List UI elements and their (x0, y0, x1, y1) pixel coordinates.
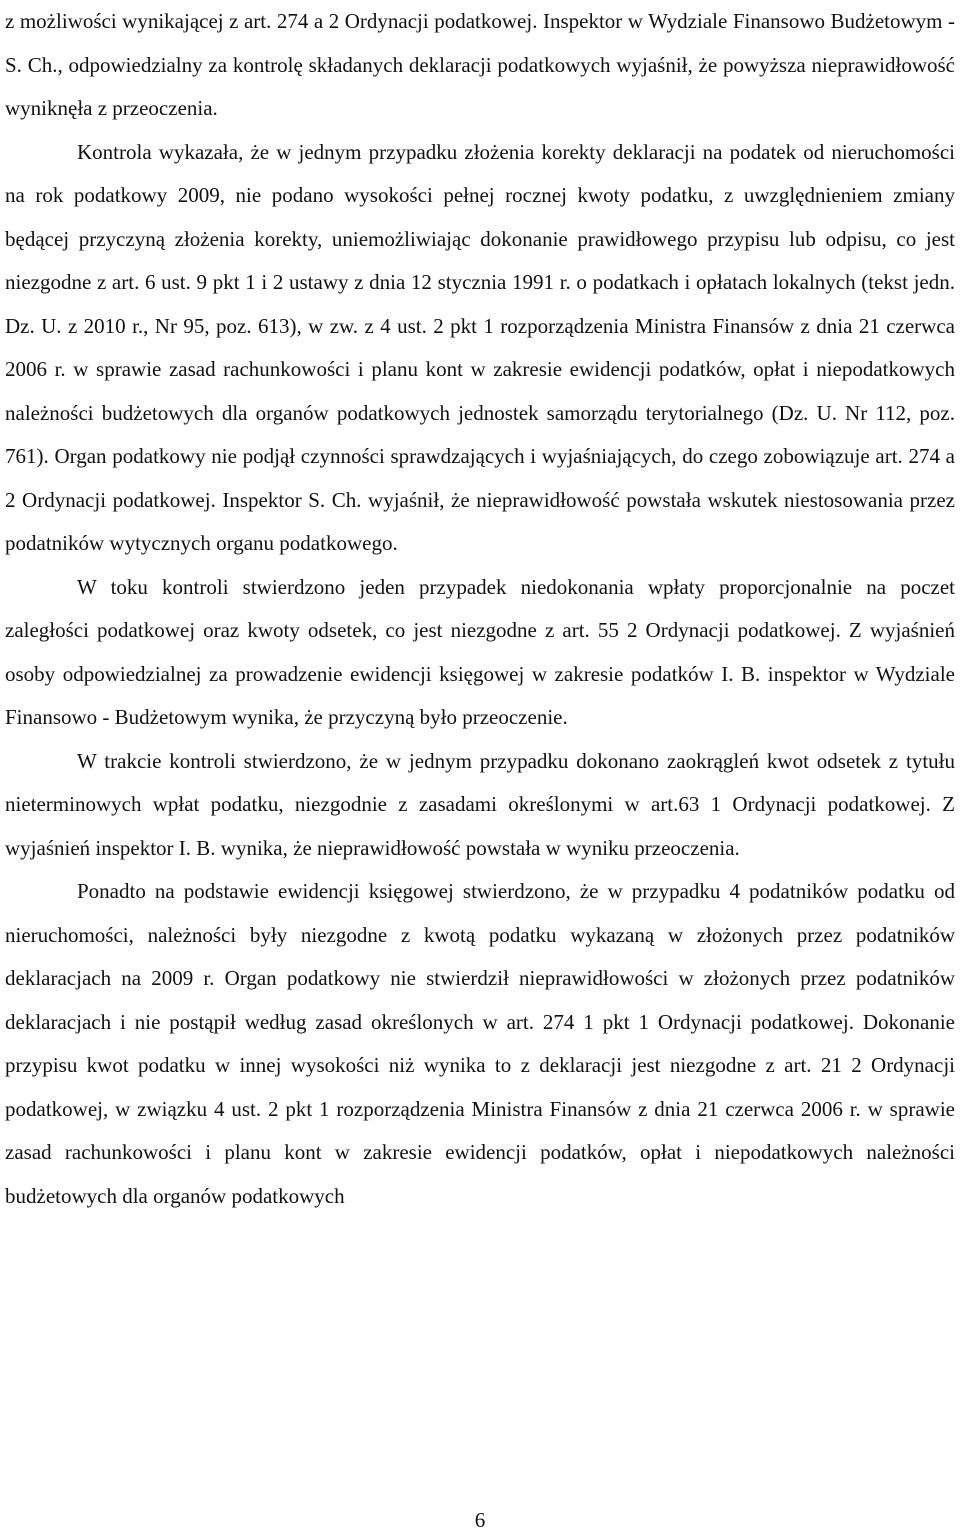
paragraph-continuation: z możliwości wynikającej z art. 274 a 2 Ordynacji podatkowej. Inspektor w Wydziale Finansowo Budżetowym - S. Ch., odpowiedzialny za kontrolę składanych deklaracji podatkowych wyjaśnił, że powyższa nieprawidłowość wyniknęła z przeoczenia. (5, 9, 955, 120)
paragraph-interest-rounding: W trakcie kontroli stwierdzono, że w jednym przypadku dokonano zaokrągleń kwot odsetek z tytułu nieterminowych wpłat podatku, niezgodnie z zasadami określonymi w art.63 1 Ordynacji podatkowej. Z wyjaśnień inspektor I. B. wynika, że nieprawidłowość powstała w wyniku przeoczenia. (5, 748, 955, 860)
paragraph-receivables-mismatch: Ponadto na podstawie ewidencji księgowej stwierdzono, że w przypadku 4 podatników podatku od nieruchomości, należności były niezgodne z kwotą podatku wykazaną w złożonych przez podatników deklaracjach na 2009 r. Organ podatkowy nie stwierdził nieprawidłowości w złożonych przez podatników deklaracjach i nie postąpił według zasad określonych w art. 274 1 pkt 1 Ordynacji podatkowej. Dokonanie przypisu kwot podatku w innej wysokości niż wynika to z deklaracji jest niezgodne z art. 21 2 Ordynacji podatkowej, w związku 4 ust. 2 pkt 1 rozporządzenia Ministra Finansów z dnia 21 czerwca 2006 r. w sprawie zasad rachunkowości i planu kont w zakresie ewidencji podatków, opłat i niepodatkowych należności budżetowych dla organów podatkowych (5, 879, 955, 1208)
paragraph-payment-allocation: W toku kontroli stwierdzono jeden przypadek niedokonania wpłaty proporcjonalnie na poczet zaległości podatkowej oraz kwoty odsetek, co jest niezgodne z art. 55 2 Ordynacji podatkowej. Z wyjaśnień osoby odpowiedzialnej za prowadzenie ewidencji księgowej w zakresie podatków I. B. inspektor w Wydziale Finansowo - Budżetowym wynika, że przyczyną było przeoczenie. (5, 574, 955, 729)
document-page (5, 0, 955, 1537)
document-body (5, 0, 955, 1218)
paragraph-correction-declaration: Kontrola wykazała, że w jednym przypadku złożenia korekty deklaracji na podatek od nieruchomości na rok podatkowy 2009, nie podano wysokości pełnej rocznej kwoty podatku, z uwzględnieniem zmiany będącej przyczyną złożenia korekty, uniemożliwiając dokonanie prawidłowego przypisu lub odpisu, co jest niezgodne z art. 6 ust. 9 pkt 1 i 2 ustawy z dnia 12 stycznia 1991 r. o podatkach i opłatach lokalnych (tekst jedn. Dz. U. z 2010 r., Nr 95, poz. 613), w zw. z 4 ust. 2 pkt 1 rozporządzenia Ministra Finansów z dnia 21 czerwca 2006 r. w sprawie zasad rachunkowości i planu kont w zakresie ewidencji podatków, opłat i niepodatkowych należności budżetowych dla organów podatkowych jednostek samorządu terytorialnego (Dz. U. Nr 112, poz. 761). Organ podatkowy nie podjął czynności sprawdzających i wyjaśniających, do czego zobowiązuje art. 274 a 2 Ordynacji podatkowej. Inspektor S. Ch. wyjaśnił, że nieprawidłowość powstała wskutek niestosowania przez podatników wytycznych organu podatkowego. (5, 139, 955, 555)
page-number: 6 (474, 1508, 486, 1532)
